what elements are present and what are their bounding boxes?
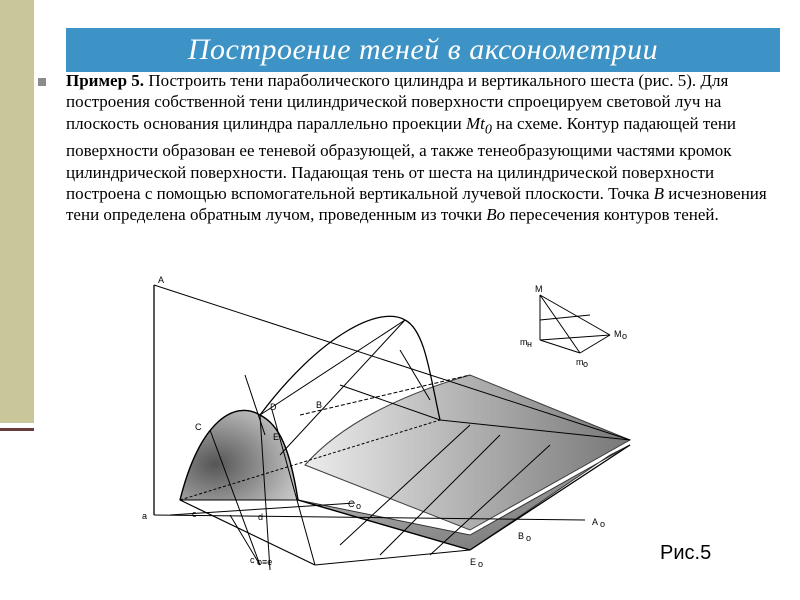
label-C: C [195, 422, 202, 432]
label-Mo-sub: o [622, 331, 628, 341]
label-Ao: A [592, 517, 599, 527]
label-Co-sub: o [356, 501, 362, 511]
label-A: A [158, 275, 165, 285]
label-D: D [270, 402, 277, 412]
body-text-2: на схеме. Контур падающей тени поверхности образован ее теневой образующей, а также тенеобразующими частями кромок цилиндрической поверхности. Падающая тень от шеста на цилиндрической поверхности построена с помощью вспомогательной вертикальной лучевой плоскости. Точка [66, 113, 737, 203]
label-M: M [535, 284, 543, 294]
body-text-4: пересечения контуров теней. [505, 205, 719, 225]
label-d: d [258, 512, 264, 522]
left-decor-strip [0, 0, 34, 423]
var-b: B [653, 183, 665, 203]
label-Bo-sub: o [526, 533, 532, 543]
label-B: B [316, 400, 323, 410]
label-Mo: M [614, 329, 622, 339]
body-paragraph [66, 70, 776, 225]
label-mo: m [576, 357, 584, 367]
label-mn-sub: н [527, 339, 532, 349]
left-decor-rule [0, 428, 34, 431]
figure-caption: Рис.5 [660, 542, 712, 564]
label-Eo-sub: o [478, 559, 484, 569]
body-text-3: исчезновения тени определена обратным лучом, проведенным из точки [66, 183, 767, 225]
label-co-e-sub: o≡e [257, 557, 273, 567]
label-Co: C [348, 499, 355, 509]
label-mn: m [520, 337, 528, 347]
figure-5-drawing [140, 275, 640, 577]
bullet-marker [38, 78, 46, 86]
label-E: E [273, 432, 280, 442]
var-bo: Bo [486, 205, 506, 225]
shadow-construction-diagram [140, 275, 640, 577]
title-band [66, 28, 780, 72]
body-text-1: Построить тени параболического цилиндра и вертикального шеста (рис. 5). Для построения собственной тени цилиндрической поверхности спроецируем световой луч на плоскость основания цилиндра параллельно проекции [66, 71, 729, 133]
example-lead: Пример 5. [66, 71, 145, 90]
label-Ao-sub: o [600, 519, 606, 529]
label-Bo: B [518, 531, 525, 541]
label-c: c [192, 509, 197, 519]
label-co-e: c [250, 555, 255, 565]
label-a: a [142, 511, 148, 521]
var-mt-sub: 0 [484, 120, 492, 137]
light-direction-scheme [540, 295, 610, 353]
label-mo-sub: o [583, 359, 589, 369]
parabola-back-edge [260, 320, 405, 415]
slide-title: Построение теней в аксонометрии [187, 33, 659, 66]
var-mt: Mt [465, 113, 485, 133]
label-Eo: E [470, 557, 477, 567]
